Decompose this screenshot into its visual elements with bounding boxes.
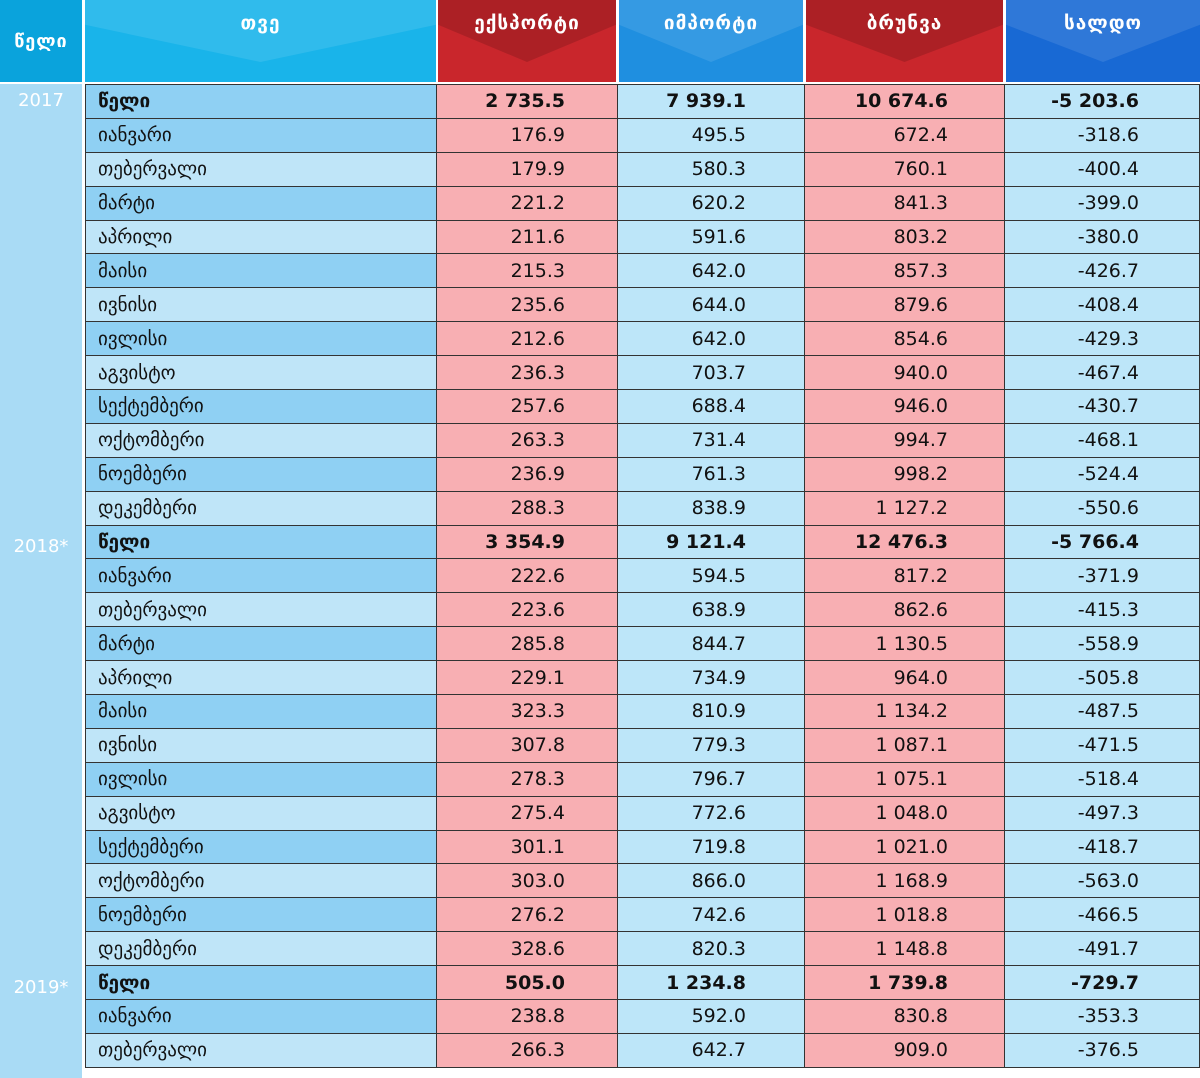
month-cell: დეკემბერი (85, 932, 437, 965)
month-cell: ოქტომბერი (85, 424, 437, 457)
header-balance-label: სალდო (1063, 12, 1143, 34)
balance-cell: -371.9 (1005, 559, 1200, 592)
year-column (0, 84, 82, 1078)
import-cell: 642.7 (618, 1034, 805, 1067)
balance-cell: -426.7 (1005, 254, 1200, 287)
export-cell: 275.4 (437, 797, 618, 830)
balance-cell: -408.4 (1005, 288, 1200, 321)
balance-cell: -5 766.4 (1005, 526, 1200, 559)
balance-cell: -524.4 (1005, 458, 1200, 491)
import-cell: 638.9 (618, 593, 805, 626)
turnover-cell: 1 087.1 (805, 729, 1005, 762)
table-row (85, 695, 1200, 729)
year-label: 2018* (13, 536, 69, 557)
turnover-cell: 946.0 (805, 390, 1005, 423)
month-cell: ნოემბერი (85, 898, 437, 931)
table-row (85, 424, 1200, 458)
month-cell: სექტემბერი (85, 831, 437, 864)
table-row (85, 559, 1200, 593)
header-month-label: თვე (240, 12, 281, 34)
turnover-cell: 1 048.0 (805, 797, 1005, 830)
turnover-cell: 1 018.8 (805, 898, 1005, 931)
table-row (85, 390, 1200, 424)
balance-cell: -380.0 (1005, 221, 1200, 254)
balance-cell: -550.6 (1005, 492, 1200, 525)
table-row (85, 221, 1200, 255)
table-row-year-total (85, 85, 1200, 119)
turnover-cell: 1 168.9 (805, 864, 1005, 897)
export-cell: 236.9 (437, 458, 618, 491)
table-row (85, 729, 1200, 763)
import-cell: 734.9 (618, 661, 805, 694)
turnover-cell: 12 476.3 (805, 526, 1005, 559)
export-cell: 236.3 (437, 356, 618, 389)
table-row (85, 187, 1200, 221)
export-cell: 229.1 (437, 661, 618, 694)
export-cell: 263.3 (437, 424, 618, 457)
header-month (85, 0, 436, 82)
export-cell: 215.3 (437, 254, 618, 287)
month-cell: წელი (85, 966, 437, 999)
month-cell: თებერვალი (85, 1034, 437, 1067)
balance-cell: -487.5 (1005, 695, 1200, 728)
month-cell: სექტემბერი (85, 390, 437, 423)
import-cell: 866.0 (618, 864, 805, 897)
turnover-cell: 964.0 (805, 661, 1005, 694)
import-cell: 9 121.4 (618, 526, 805, 559)
table-row (85, 492, 1200, 526)
turnover-cell: 994.7 (805, 424, 1005, 457)
turnover-cell: 10 674.6 (805, 85, 1005, 118)
balance-cell: -429.3 (1005, 322, 1200, 355)
export-cell: 221.2 (437, 187, 618, 220)
table-row (85, 661, 1200, 695)
export-cell: 505.0 (437, 966, 618, 999)
month-cell: ივნისი (85, 729, 437, 762)
turnover-cell: 909.0 (805, 1034, 1005, 1067)
header-import (619, 0, 803, 82)
turnover-cell: 1 127.2 (805, 492, 1005, 525)
balance-cell: -729.7 (1005, 966, 1200, 999)
balance-cell: -468.1 (1005, 424, 1200, 457)
export-cell: 223.6 (437, 593, 618, 626)
turnover-cell: 1 739.8 (805, 966, 1005, 999)
turnover-cell: 803.2 (805, 221, 1005, 254)
import-cell: 779.3 (618, 729, 805, 762)
export-cell: 176.9 (437, 119, 618, 152)
table-row (85, 932, 1200, 966)
table-row (85, 797, 1200, 831)
month-cell: თებერვალი (85, 593, 437, 626)
import-cell: 731.4 (618, 424, 805, 457)
export-cell: 278.3 (437, 763, 618, 796)
balance-cell: -318.6 (1005, 119, 1200, 152)
turnover-cell: 1 130.5 (805, 627, 1005, 660)
import-cell: 495.5 (618, 119, 805, 152)
turnover-cell: 1 075.1 (805, 763, 1005, 796)
balance-cell: -353.3 (1005, 1000, 1200, 1033)
month-cell: აპრილი (85, 661, 437, 694)
table-row (85, 356, 1200, 390)
table-body (85, 84, 1200, 1068)
import-cell: 592.0 (618, 1000, 805, 1033)
balance-cell: -399.0 (1005, 187, 1200, 220)
month-cell: ოქტომბერი (85, 864, 437, 897)
export-cell: 238.8 (437, 1000, 618, 1033)
month-cell: წელი (85, 526, 437, 559)
balance-cell: -471.5 (1005, 729, 1200, 762)
turnover-cell: 1 134.2 (805, 695, 1005, 728)
balance-cell: -491.7 (1005, 932, 1200, 965)
import-cell: 761.3 (618, 458, 805, 491)
table-row (85, 1034, 1200, 1068)
month-cell: მაისი (85, 254, 437, 287)
month-cell: აპრილი (85, 221, 437, 254)
export-cell: 266.3 (437, 1034, 618, 1067)
export-cell: 235.6 (437, 288, 618, 321)
month-cell: აგვისტო (85, 797, 437, 830)
export-cell: 2 735.5 (437, 85, 618, 118)
month-cell: მაისი (85, 695, 437, 728)
month-cell: ივნისი (85, 288, 437, 321)
export-cell: 212.6 (437, 322, 618, 355)
table-row (85, 1000, 1200, 1034)
table-row-year-total (85, 966, 1200, 1000)
balance-cell: -518.4 (1005, 763, 1200, 796)
balance-cell: -563.0 (1005, 864, 1200, 897)
export-cell: 3 354.9 (437, 526, 618, 559)
turnover-cell: 760.1 (805, 153, 1005, 186)
import-cell: 580.3 (618, 153, 805, 186)
balance-cell: -415.3 (1005, 593, 1200, 626)
import-cell: 796.7 (618, 763, 805, 796)
export-cell: 288.3 (437, 492, 618, 525)
header-year-label: წელი (14, 30, 68, 52)
month-cell: იანვარი (85, 559, 437, 592)
turnover-cell: 1 148.8 (805, 932, 1005, 965)
table-row (85, 322, 1200, 356)
turnover-cell: 1 021.0 (805, 831, 1005, 864)
header-turnover (806, 0, 1003, 82)
year-label: 2019* (13, 977, 69, 998)
year-label: 2017 (18, 90, 64, 111)
month-cell: აგვისტო (85, 356, 437, 389)
turnover-cell: 854.6 (805, 322, 1005, 355)
month-cell: თებერვალი (85, 153, 437, 186)
export-cell: 323.3 (437, 695, 618, 728)
import-cell: 719.8 (618, 831, 805, 864)
header-balance (1006, 0, 1200, 82)
table-row (85, 831, 1200, 865)
header-export-label: ექსპორტი (474, 12, 580, 34)
header-year (0, 0, 82, 82)
import-cell: 591.6 (618, 221, 805, 254)
import-cell: 844.7 (618, 627, 805, 660)
export-cell: 285.8 (437, 627, 618, 660)
balance-cell: -376.5 (1005, 1034, 1200, 1067)
import-cell: 810.9 (618, 695, 805, 728)
import-cell: 644.0 (618, 288, 805, 321)
turnover-cell: 998.2 (805, 458, 1005, 491)
month-cell: მარტი (85, 627, 437, 660)
month-cell: ნოემბერი (85, 458, 437, 491)
export-cell: 222.6 (437, 559, 618, 592)
month-cell: ივლისი (85, 763, 437, 796)
month-cell: მარტი (85, 187, 437, 220)
turnover-cell: 857.3 (805, 254, 1005, 287)
import-cell: 642.0 (618, 254, 805, 287)
turnover-cell: 830.8 (805, 1000, 1005, 1033)
turnover-cell: 879.6 (805, 288, 1005, 321)
table-row (85, 119, 1200, 153)
import-cell: 7 939.1 (618, 85, 805, 118)
balance-cell: -467.4 (1005, 356, 1200, 389)
balance-cell: -505.8 (1005, 661, 1200, 694)
export-cell: 301.1 (437, 831, 618, 864)
month-cell: იანვარი (85, 1000, 437, 1033)
table-row (85, 593, 1200, 627)
import-cell: 772.6 (618, 797, 805, 830)
month-cell: იანვარი (85, 119, 437, 152)
table-row (85, 627, 1200, 661)
balance-cell: -400.4 (1005, 153, 1200, 186)
export-cell: 211.6 (437, 221, 618, 254)
import-cell: 1 234.8 (618, 966, 805, 999)
export-cell: 257.6 (437, 390, 618, 423)
import-cell: 838.9 (618, 492, 805, 525)
export-cell: 303.0 (437, 864, 618, 897)
export-cell: 328.6 (437, 932, 618, 965)
turnover-cell: 817.2 (805, 559, 1005, 592)
balance-cell: -5 203.6 (1005, 85, 1200, 118)
balance-cell: -418.7 (1005, 831, 1200, 864)
export-cell: 307.8 (437, 729, 618, 762)
table-row (85, 458, 1200, 492)
table-row (85, 763, 1200, 797)
turnover-cell: 862.6 (805, 593, 1005, 626)
export-cell: 276.2 (437, 898, 618, 931)
month-cell: დეკემბერი (85, 492, 437, 525)
table-row (85, 288, 1200, 322)
month-cell: ივლისი (85, 322, 437, 355)
import-cell: 703.7 (618, 356, 805, 389)
table-row (85, 864, 1200, 898)
balance-cell: -466.5 (1005, 898, 1200, 931)
header-export (438, 0, 616, 82)
balance-cell: -558.9 (1005, 627, 1200, 660)
import-cell: 688.4 (618, 390, 805, 423)
header-import-label: იმპორტი (663, 12, 759, 34)
balance-cell: -430.7 (1005, 390, 1200, 423)
month-cell: წელი (85, 85, 437, 118)
header-turnover-label: ბრუნვა (866, 12, 943, 34)
export-cell: 179.9 (437, 153, 618, 186)
import-cell: 642.0 (618, 322, 805, 355)
table-row (85, 898, 1200, 932)
import-cell: 742.6 (618, 898, 805, 931)
table-row (85, 254, 1200, 288)
table-row (85, 153, 1200, 187)
table-row-year-total (85, 526, 1200, 560)
balance-cell: -497.3 (1005, 797, 1200, 830)
import-cell: 820.3 (618, 932, 805, 965)
turnover-cell: 940.0 (805, 356, 1005, 389)
turnover-cell: 841.3 (805, 187, 1005, 220)
import-cell: 620.2 (618, 187, 805, 220)
import-cell: 594.5 (618, 559, 805, 592)
turnover-cell: 672.4 (805, 119, 1005, 152)
